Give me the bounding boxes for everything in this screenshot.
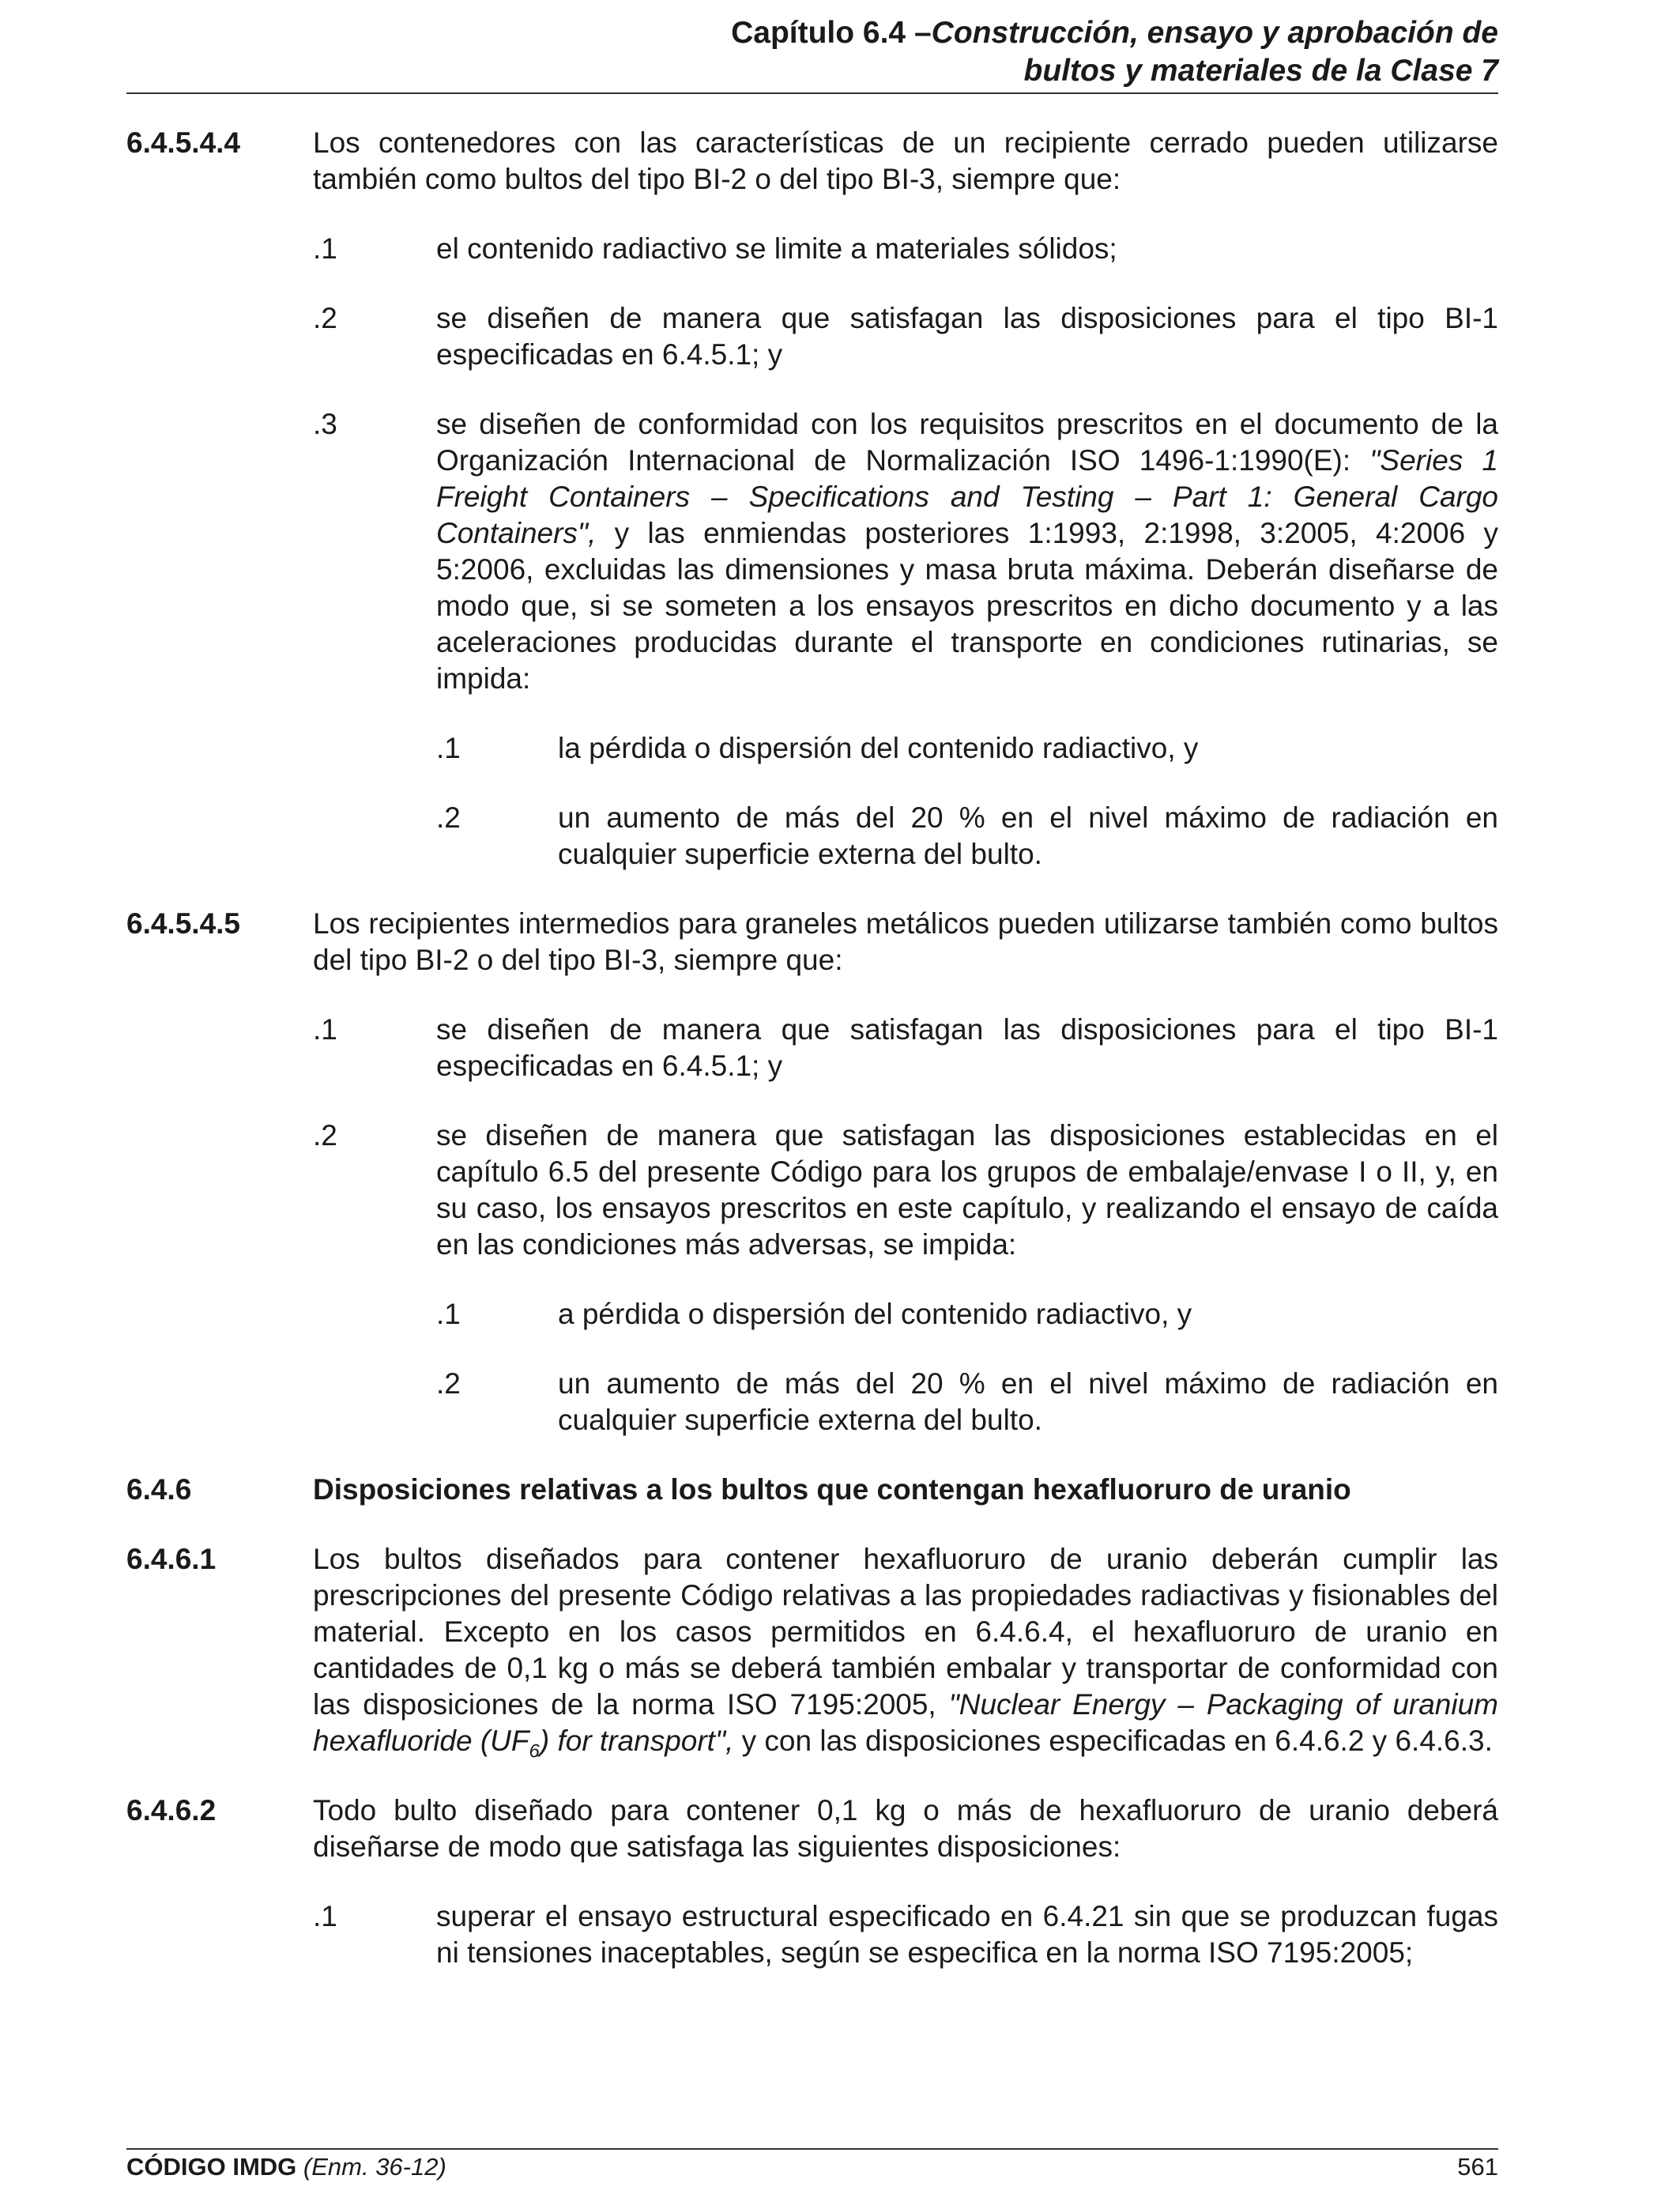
sub-item-number: .1 <box>436 1298 461 1330</box>
section-6-4-6-1 <box>126 1541 1498 1762</box>
sub-item-number: .2 <box>436 1367 461 1400</box>
item-number: .1 <box>313 1013 337 1046</box>
item-text: se diseñen de manera que satisfagan las disposiciones para el tipo BI-1 especificadas en 6.4.5.1; y <box>436 1013 1498 1082</box>
section-text: Los contenedores con las características de un recipiente cerrado pueden utilizarse también como bultos del tipo BI-2 o del tipo BI-3, siempre que: <box>313 126 1498 195</box>
section-number: 6.4.6 <box>126 1473 192 1506</box>
page-number: 561 <box>1457 2153 1498 2181</box>
item-number: .2 <box>313 1119 337 1152</box>
page-body <box>126 125 1498 2004</box>
section-6-4-6-heading <box>126 1472 1498 1508</box>
list-item <box>313 1012 1498 1084</box>
item-number: .2 <box>313 302 337 334</box>
sub-item <box>436 1296 1498 1333</box>
sub-item <box>436 1366 1498 1438</box>
footer-rule <box>126 2148 1498 2150</box>
section-number: 6.4.5.4.4 <box>126 126 241 159</box>
running-header <box>126 14 1498 90</box>
iso-title: "Nuclear Energy – Packaging of uranium hexafluoride $(UF_6)$ for transport", <box>313 1688 1498 1762</box>
item-text: el contenido radiactivo se limite a materiales sólidos; <box>436 232 1117 265</box>
section-heading: Disposiciones relativas a los bultos que contengan hexafluoruro de uranio <box>313 1473 1351 1506</box>
header-line-2: bultos y materiales de la Clase 7 <box>1023 54 1498 88</box>
list-item <box>313 406 1498 873</box>
sub-item-text: a pérdida o dispersión del contenido radiactivo, y <box>558 1298 1192 1330</box>
section-number: 6.4.6.1 <box>126 1543 217 1575</box>
sub-item-text: un aumento de más del 20 % en el nivel máximo de radiación en cualquier superficie externa del bulto. <box>558 801 1498 870</box>
footer-title: CÓDIGO IMDG (Enm. 36-12) <box>126 2153 446 2181</box>
sub-item-number: .1 <box>436 732 461 764</box>
sub-item-number: .2 <box>436 801 461 834</box>
section-6-4-5-4-4 <box>126 125 1498 873</box>
item-text: se diseñen de manera que satisfagan las disposiciones establecidas en el capítulo 6.5 del presente Código para los grupos de embalaje/envase I o II, y, en su caso, los ensayos prescritos en este capítulo, y realizando el ensayo de caída en las condiciones más adversas, se impida: <box>436 1119 1498 1261</box>
section-6-4-5-4-5 <box>126 906 1498 1438</box>
sub-item-text: un aumento de más del 20 % en el nivel máximo de radiación en cualquier superficie externa del bulto. <box>558 1367 1498 1436</box>
section-number: 6.4.5.4.5 <box>126 907 241 940</box>
section-6-4-6-2 <box>126 1793 1498 1971</box>
item-number: .3 <box>313 408 337 440</box>
item-number: .1 <box>313 232 337 265</box>
list-item <box>313 231 1498 267</box>
item-text: se diseñen de conformidad con los requisitos prescritos en el documento de la Organización Internacional de Normalización ISO 1496-1:1990(E): "Series 1 Freight Containers – Specifications and Testing – Part 1: General Cargo Containers", y las enmiendas posteriores 1:1993, 2:1998, 3:2005, 4:2006 y 5:2006, excluidas las dimensiones y masa bruta máxima. Deberán diseñarse de modo que, si se someten a los ensayos prescritos en dicho documento y a las aceleraciones producidas durante el transporte en condiciones rutinarias, se impida: <box>436 408 1498 695</box>
section-text: Los recipientes intermedios para graneles metálicos pueden utilizarse también como bultos del tipo BI-2 o del tipo BI-3, siempre que: <box>313 907 1498 976</box>
header-rule <box>126 92 1498 94</box>
item-text: superar el ensayo estructural especificado en 6.4.21 sin que se produzcan fugas ni tensiones inaceptables, según se especifica en la norma ISO 7195:2005; <box>436 1900 1498 1969</box>
section-number: 6.4.6.2 <box>126 1794 217 1826</box>
iso-title: "Series 1 Freight Containers – Specifications and Testing – Part 1: General Cargo Containers", <box>436 444 1498 549</box>
section-text: Los bultos diseñados para contener hexafluoruro de uranio deberán cumplir las prescripciones del presente Código relativas a las propiedades radiactivas y fisionables del material. Excepto en los casos permitidos en 6.4.6.4, el hexafluoruro de uranio en cantidades de 0,1 kg o más se deberá también embalar y transportar de conformidad con las disposiciones de la norma ISO 7195:2005, "Nuclear Energy – Packaging of uranium hexafluoride $(UF_6)$ for transport", y con las disposiciones especificadas en 6.4.6.2 y 6.4.6.3. <box>313 1543 1498 1762</box>
list-item <box>313 1898 1498 1971</box>
sub-item <box>436 800 1498 873</box>
item-text: se diseñen de manera que satisfagan las disposiciones para el tipo BI-1 especificadas en 6.4.5.1; y <box>436 302 1498 371</box>
running-footer <box>126 2151 1498 2183</box>
section-text: Todo bulto diseñado para contener 0,1 kg o más de hexafluoruro de uranio deberá diseñarse de modo que satisfaga las siguientes disposiciones: <box>313 1794 1498 1863</box>
header-line-1: Capítulo 6.4 –Construcción, ensayo y aprobación de <box>731 16 1498 50</box>
list-item <box>313 300 1498 373</box>
sub-item-text: la pérdida o dispersión del contenido radiactivo, y <box>558 732 1199 764</box>
list-item <box>313 1118 1498 1438</box>
sub-item <box>436 730 1498 767</box>
item-number: .1 <box>313 1900 337 1932</box>
